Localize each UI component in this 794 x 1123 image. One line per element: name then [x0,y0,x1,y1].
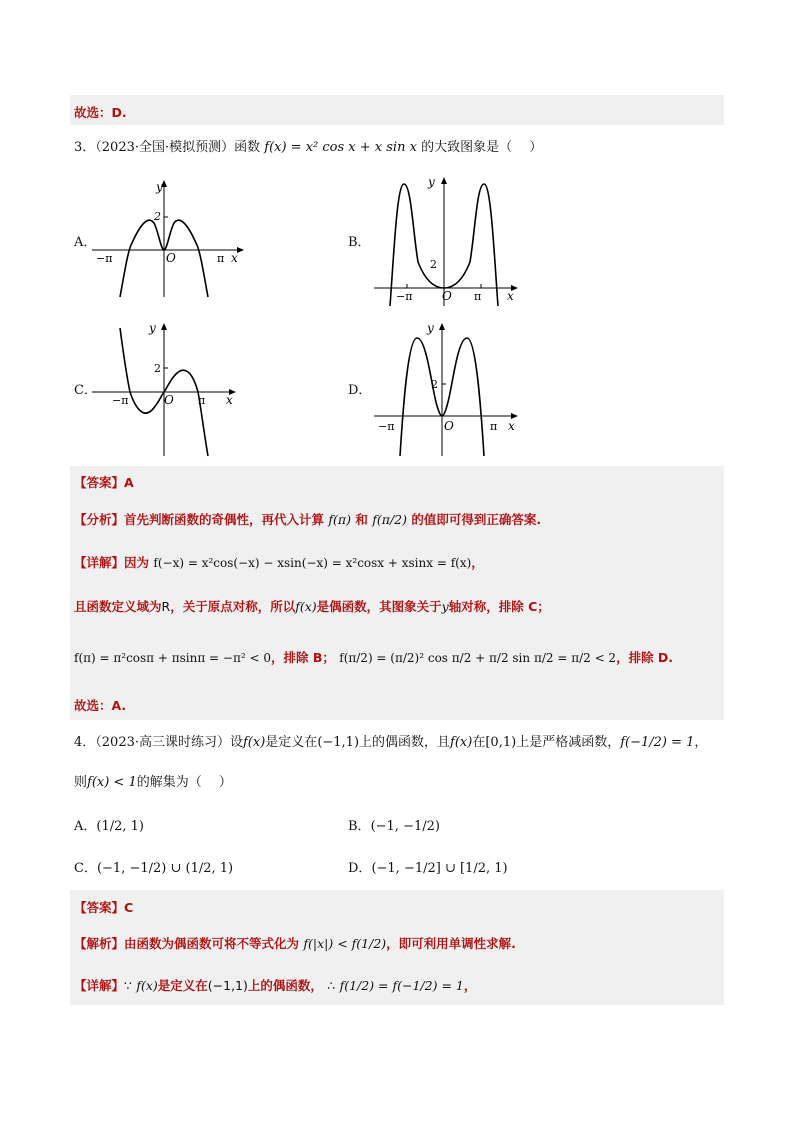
q4-stem-5: 上是严格减函数， [516,735,621,750]
q4-stem-line2-a: 则 [74,775,88,790]
graph-c-label-o: O [164,393,174,407]
q4-stem-line-2 [74,774,232,792]
q4-stem-3: 上的偶函数，且 [359,735,451,750]
q4-stem-f2: f(x) [450,735,473,750]
q4-option-c-value: (−1, −1/2) ∪ (1/2, 1) [96,861,234,876]
graph-d-y-arrow [439,323,445,330]
q3-option-b-label: B． [348,235,371,250]
q4-analysis-text-2: ，即可利用单调性求解. [386,936,516,951]
graph-a-label-pi: π [217,252,225,265]
q3-stem [74,139,542,157]
q4-detail-int: (−1,1) [207,978,248,993]
q4-option-b [348,818,440,836]
q3-detail-3d: ，排除 D. [616,650,674,665]
q3-detail-3-formula-1: f(π) = π²cosπ + πsinπ = −π² < 0 [74,651,271,665]
prev-conclusion: 故选：D. [74,105,127,120]
q4-option-d-value: (−1, −1/2] ∪ [1/2, 1) [371,861,508,876]
graph-c-label-y: y [149,321,156,335]
q3-detail-line-1 [74,553,484,571]
q3-stem-prefix: 3．（2023·全国·模拟预测）函数 [74,140,261,155]
graph-b-label-pi: π [474,290,482,303]
graph-b-label-2: 2 [430,258,437,271]
q3-detail-2a: 且函数定义域为 [74,599,162,614]
q3-detail-line-2 [74,597,550,615]
q4-detail-end: ， [463,978,477,993]
q3-detail-3b: ，排除 B； [271,650,335,665]
q3-detail-text-1-end: ， [471,555,484,570]
q3-stem-suffix: 的大致图象是（ ） [421,140,543,155]
graph-b-y-arrow [441,177,447,184]
q4-analysis-text-1: 由函数为偶函数可将不等式化为 [124,936,300,951]
q4-stem-line-1 [74,734,707,752]
q3-stem-formula: f(x) = x² cos x + x sin x [264,140,417,155]
q4-stem-line2-b: 的解集为（ ） [136,775,232,790]
q4-option-a-value: (1/2, 1) [96,819,144,834]
q4-detail-tag: 【详解】 [74,978,125,993]
q3-analysis-formula-1: f(π) [328,512,351,527]
graph-b-label-y: y [428,175,435,189]
q4-stem-line2-f: f(x) < 1 [87,775,137,790]
graph-d-label-o: O [444,419,454,433]
q4-stem-int2: [0,1) [485,735,517,750]
graph-d-label-neg-pi: −π [378,420,395,433]
graph-a-label-x: x [231,251,238,265]
graph-a-label-y: y [156,180,163,194]
q4-detail-therefore: ∴ [327,978,336,993]
q3-solution-box [70,466,724,720]
q4-option-c-label: C． [74,861,97,876]
q4-option-d-label: D． [348,861,372,876]
q4-answer-line [74,898,133,916]
q3-detail-2-f: f(x) [295,599,317,614]
q4-stem-f: f(x) [243,735,266,750]
graph-c-label-neg-pi: −π [112,394,129,407]
q4-stem-int1: (−1,1) [317,735,360,750]
q4-stem-2: 是定义在 [265,735,318,750]
q4-stem-1: 4．（2023·高三课时练习）设 [74,735,243,750]
q3-detail-2-R: R [161,599,171,614]
q4-option-a-label: A． [74,819,97,834]
q4-answer-tag: 【答案】 [74,900,125,915]
q3-analysis-tag: 【分析】 [74,512,125,527]
q4-detail-b: 是定义在 [157,978,208,993]
q4-option-b-label: B． [348,819,371,834]
q3-option-d-label: D． [348,383,372,398]
q4-option-b-value: (−1, −1/2) [370,819,440,834]
q3-conclusion: 故选：A. [74,698,127,713]
graph-c-label-pi: π [198,394,206,407]
q4-analysis-formula: f(|x|) < f(1/2) [303,936,387,951]
q4-detail-eq: f(1/2) = f(−1/2) = 1 [339,978,464,993]
graph-d-label-x: x [508,419,515,433]
q4-option-d [348,860,508,878]
q3-detail-2c: 是偶函数，其图象关于 [316,599,442,614]
graph-d-label-y: y [427,321,434,335]
graph-option-a [92,175,252,300]
graph-b-label-neg-pi: −π [396,290,413,303]
q4-detail-line [74,976,476,994]
q3-option-a-label: A． [74,235,97,250]
q3-analysis-text-3: 的值即可得到正确答案. [411,512,542,527]
graph-option-c [92,318,252,458]
graph-d-label-pi: π [490,420,498,433]
prev-conclusion-box [70,95,724,125]
q3-answer: A [124,475,134,490]
q3-detail-2-y: y [441,599,449,614]
q4-detail-c: 上的偶函数， [247,978,323,993]
graph-option-b [370,172,525,307]
q3-detail-2b: ，关于原点对称，所以 [170,599,296,614]
q3-analysis-text-2: 和 [355,512,368,527]
q4-option-c [74,860,233,878]
graph-b-label-o: O [442,289,452,303]
graph-a-x-arrow [237,247,244,253]
q3-detail-2d: 轴对称，排除 C； [448,599,550,614]
graph-a-label-neg-pi: −π [96,252,113,265]
q3-detail-tag: 【详解】 [74,555,125,570]
graph-d-label-2: 2 [431,378,438,391]
q3-option-c-label: C． [74,383,97,398]
q4-detail-f: f(x) [136,978,158,993]
q4-answer: C [124,900,134,915]
q3-detail-formula: f(−x) = x²cos(−x) − xsin(−x) = x²cosx + xsinx = f(x) [153,556,472,570]
q4-analysis-tag: 【解析】 [74,936,125,951]
graph-a-label-2: 2 [154,210,161,223]
q3-answer-line [74,473,134,491]
q3-analysis-text-1: 首先判断函数的奇偶性，再代入计算 [124,512,325,527]
q3-analysis-formula-2: f(π/2) [372,512,407,527]
q3-detail-line-3 [74,648,673,666]
graph-c-label-x: x [226,393,233,407]
q3-detail-text-1: 因为 [124,555,150,570]
q3-answer-tag: 【答案】 [74,475,125,490]
q4-stem-end: ， [694,735,708,750]
q4-analysis-line [74,934,516,952]
graph-c-label-2: 2 [154,362,161,375]
q4-stem-val: f(−1/2) = 1 [620,735,695,750]
q3-detail-3-formula-2: f(π/2) = (π/2)² cos π/2 + π/2 sin π/2 = π/2 < 2 [339,651,617,665]
graph-b-label-x: x [507,289,514,303]
q3-analysis-line [74,510,541,528]
graph-option-d [370,318,525,458]
graph-c-y-arrow [161,323,167,330]
q4-detail-because: ∵ [124,978,132,993]
q4-stem-4: 在 [472,735,486,750]
q4-option-a [74,818,144,836]
graph-a-label-o: O [166,251,176,265]
